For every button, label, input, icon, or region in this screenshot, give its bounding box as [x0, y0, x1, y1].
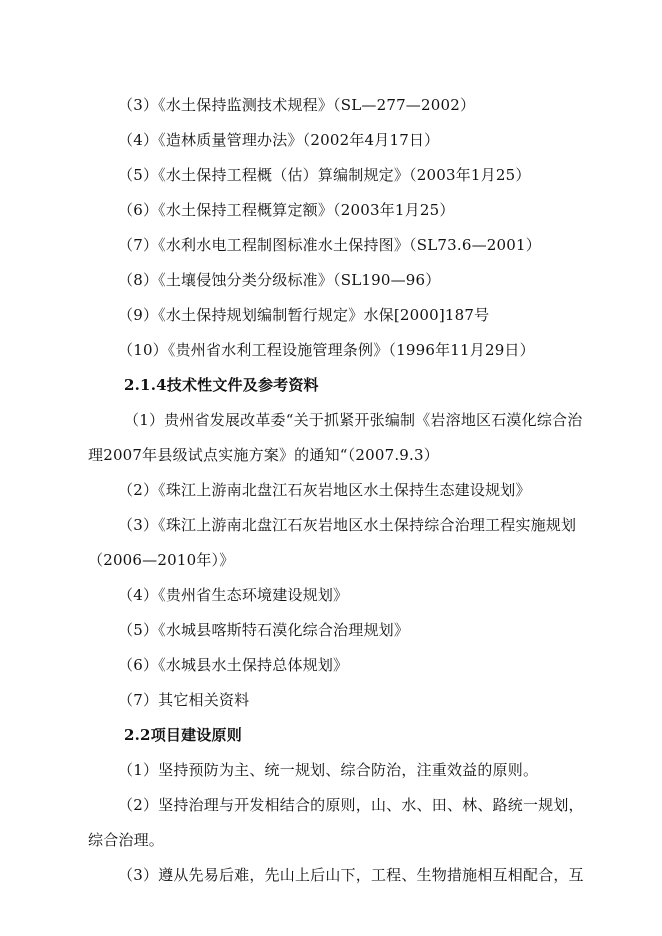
section-heading-2-2: 2.2项目建设原则	[124, 726, 242, 744]
reference-item-5: （5）《水土保持工程概（估）算编制规定》（2003年1月25）	[118, 166, 531, 184]
reference-item-9: （9）《水土保持规划编制暂行规定》水保[2000]187号	[118, 306, 490, 324]
reference-item-6: （6）《水土保持工程概算定额》（2003年1月25）	[118, 201, 455, 219]
technical-document-1-line-1: （1）贵州省发展改革委“关于抓紧开张编制《岩溶地区石漠化综合治	[124, 411, 583, 429]
principle-1: （1）坚持预防为主、统一规划、综合防治，注重效益的原则。	[118, 761, 539, 779]
reference-item-3: （3）《水土保持监测技术规程》（SL—277—2002）	[118, 96, 476, 114]
technical-document-4: （4）《贵州省生态环境建设规划》	[118, 586, 349, 604]
reference-item-4: （4）《造林质量管理办法》（2002年4月17日）	[118, 131, 440, 149]
technical-document-7: （7）其它相关资料	[118, 691, 250, 709]
section-heading-2-1-4: 2.1.4技术性文件及参考资料	[124, 376, 319, 394]
technical-document-3-line-1: （3）《珠江上游南北盘江石灰岩地区水土保持综合治理工程实施规划	[118, 516, 577, 534]
technical-document-2: （2）《珠江上游南北盘江石灰岩地区水土保持生态建设规划》	[118, 481, 531, 499]
reference-item-7: （7）《水利水电工程制图标准水土保持图》（SL73.6—2001）	[118, 236, 541, 254]
technical-document-6: （6）《水城县水土保持总体规划》	[118, 656, 349, 674]
reference-item-8: （8）《土壤侵蚀分类分级标准》（SL190—96）	[118, 271, 441, 289]
reference-item-10: （10）《贵州省水利工程设施管理条例》（1996年11月29日）	[118, 341, 535, 359]
technical-document-5: （5）《水城县喀斯特石漠化综合治理规划》	[118, 621, 410, 639]
technical-document-1-line-2: 理2007年县级试点实施方案》的通知“（2007.9.3）	[88, 446, 439, 464]
technical-document-3-line-2: （2006—2010年）》	[88, 551, 235, 569]
principle-3-line-1: （3）遵从先易后难，先山上后山下，工程、生物措施相互相配合，互	[118, 866, 584, 884]
principle-2-line-2: 综合治理。	[88, 831, 165, 849]
principle-2-line-1: （2）坚持治理与开发相结合的原则，山、水、田、林、路统一规划，	[118, 796, 584, 814]
